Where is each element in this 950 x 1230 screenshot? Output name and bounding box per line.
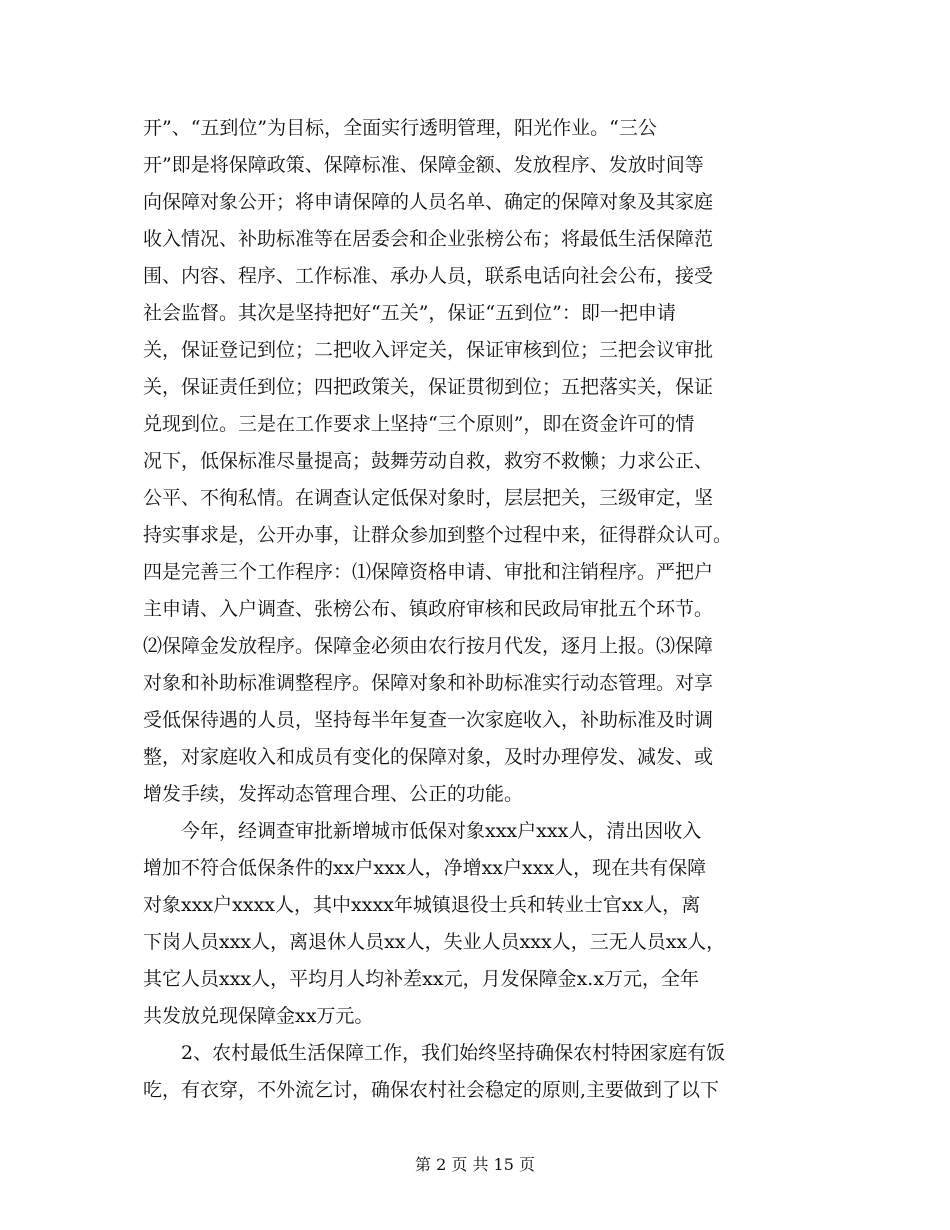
text-line: 向保障对象公开；将申请保障的人员名单、确定的保障对象及其家庭 [143,191,714,213]
text-line: 围、内容、程序、工作标准、承办人员，联系电话向社会公布，接受 [143,265,714,287]
text-line: 对象和补助标准调整程序。保障对象和补助标准实行动态管理。对享 [143,672,714,694]
text-line: 况下，低保标准尽量提高；鼓舞劳动自救，救穷不救懒；力求公正、 [143,450,714,472]
text-line: ⑵保障金发放程序。保障金必须由农行按月代发，逐月上报。⑶保障 [143,635,714,657]
text-line: 共发放兑现保障金xx万元。 [143,1005,374,1027]
text-line: 关，保证责任到位；四把政策关，保证贯彻到位；五把落实关，保证 [143,376,714,398]
text-line: 其它人员xxx人，平均月人均补差xx元，月发保障金x.x万元，全年 [143,968,700,990]
text-line: 主申请、入户调查、张榜公布、镇政府审核和民政局审批五个环节。 [143,598,714,620]
text-line: 2、农村最低生活保障工作，我们始终坚持确保农村特困家庭有饭 [143,1042,726,1064]
text-line: 吃，有衣穿，不外流乞讨，确保农村社会稳定的原则,主要做到了以下 [143,1079,720,1101]
text-line: 增加不符合低保条件的xx户xxx人，净增xx户xxx人，现在共有保障 [143,857,707,879]
text-line: 增发手续，发挥动态管理合理、公正的功能。 [143,783,524,805]
text-line: 公平、不徇私情。在调查认定低保对象时，层层把关，三级审定，坚 [143,487,714,509]
text-line: 社会监督。其次是坚持把好“五关”，保证“五到位”：即一把申请 [143,302,676,324]
text-line: 持实事求是，公开办事，让群众参加到整个过程中来，征得群众认可。 [143,524,733,546]
page-number: 第 2 页 共 15 页 [415,1155,535,1174]
text-line: 对象xxx户xxxx人，其中xxxx年城镇退役士兵和转业士官xx人，离 [143,894,701,916]
text-line: 今年，经调查审批新增城市低保对象xxx户xxx人，清出因收入 [143,820,702,842]
text-line: 兑现到位。三是在工作要求上坚持“三个原则”，即在资金许可的情 [143,413,695,435]
text-line: 开”即是将保障政策、保障标准、保障金额、发放程序、发放时间等 [143,154,704,176]
text-line: 受低保待遇的人员，坚持每半年复查一次家庭收入，补助标准及时调 [143,709,714,731]
text-line: 开”、“五到位”为目标，全面实行透明管理，阳光作业。“三公 [143,117,657,139]
text-line: 关，保证登记到位；二把收入评定关，保证审核到位；三把会议审批 [143,339,714,361]
text-line: 整，对家庭收入和成员有变化的保障对象，及时办理停发、减发、或 [143,746,714,768]
text-line: 四是完善三个工作程序：⑴保障资格申请、审批和注销程序。严把户 [143,561,714,583]
text-line: 下岗人员xxx人，离退休人员xx人，失业人员xxx人，三无人员xx人， [143,931,726,953]
text-line: 收入情况、补助标准等在居委会和企业张榜公布；将最低生活保障范 [143,228,714,250]
